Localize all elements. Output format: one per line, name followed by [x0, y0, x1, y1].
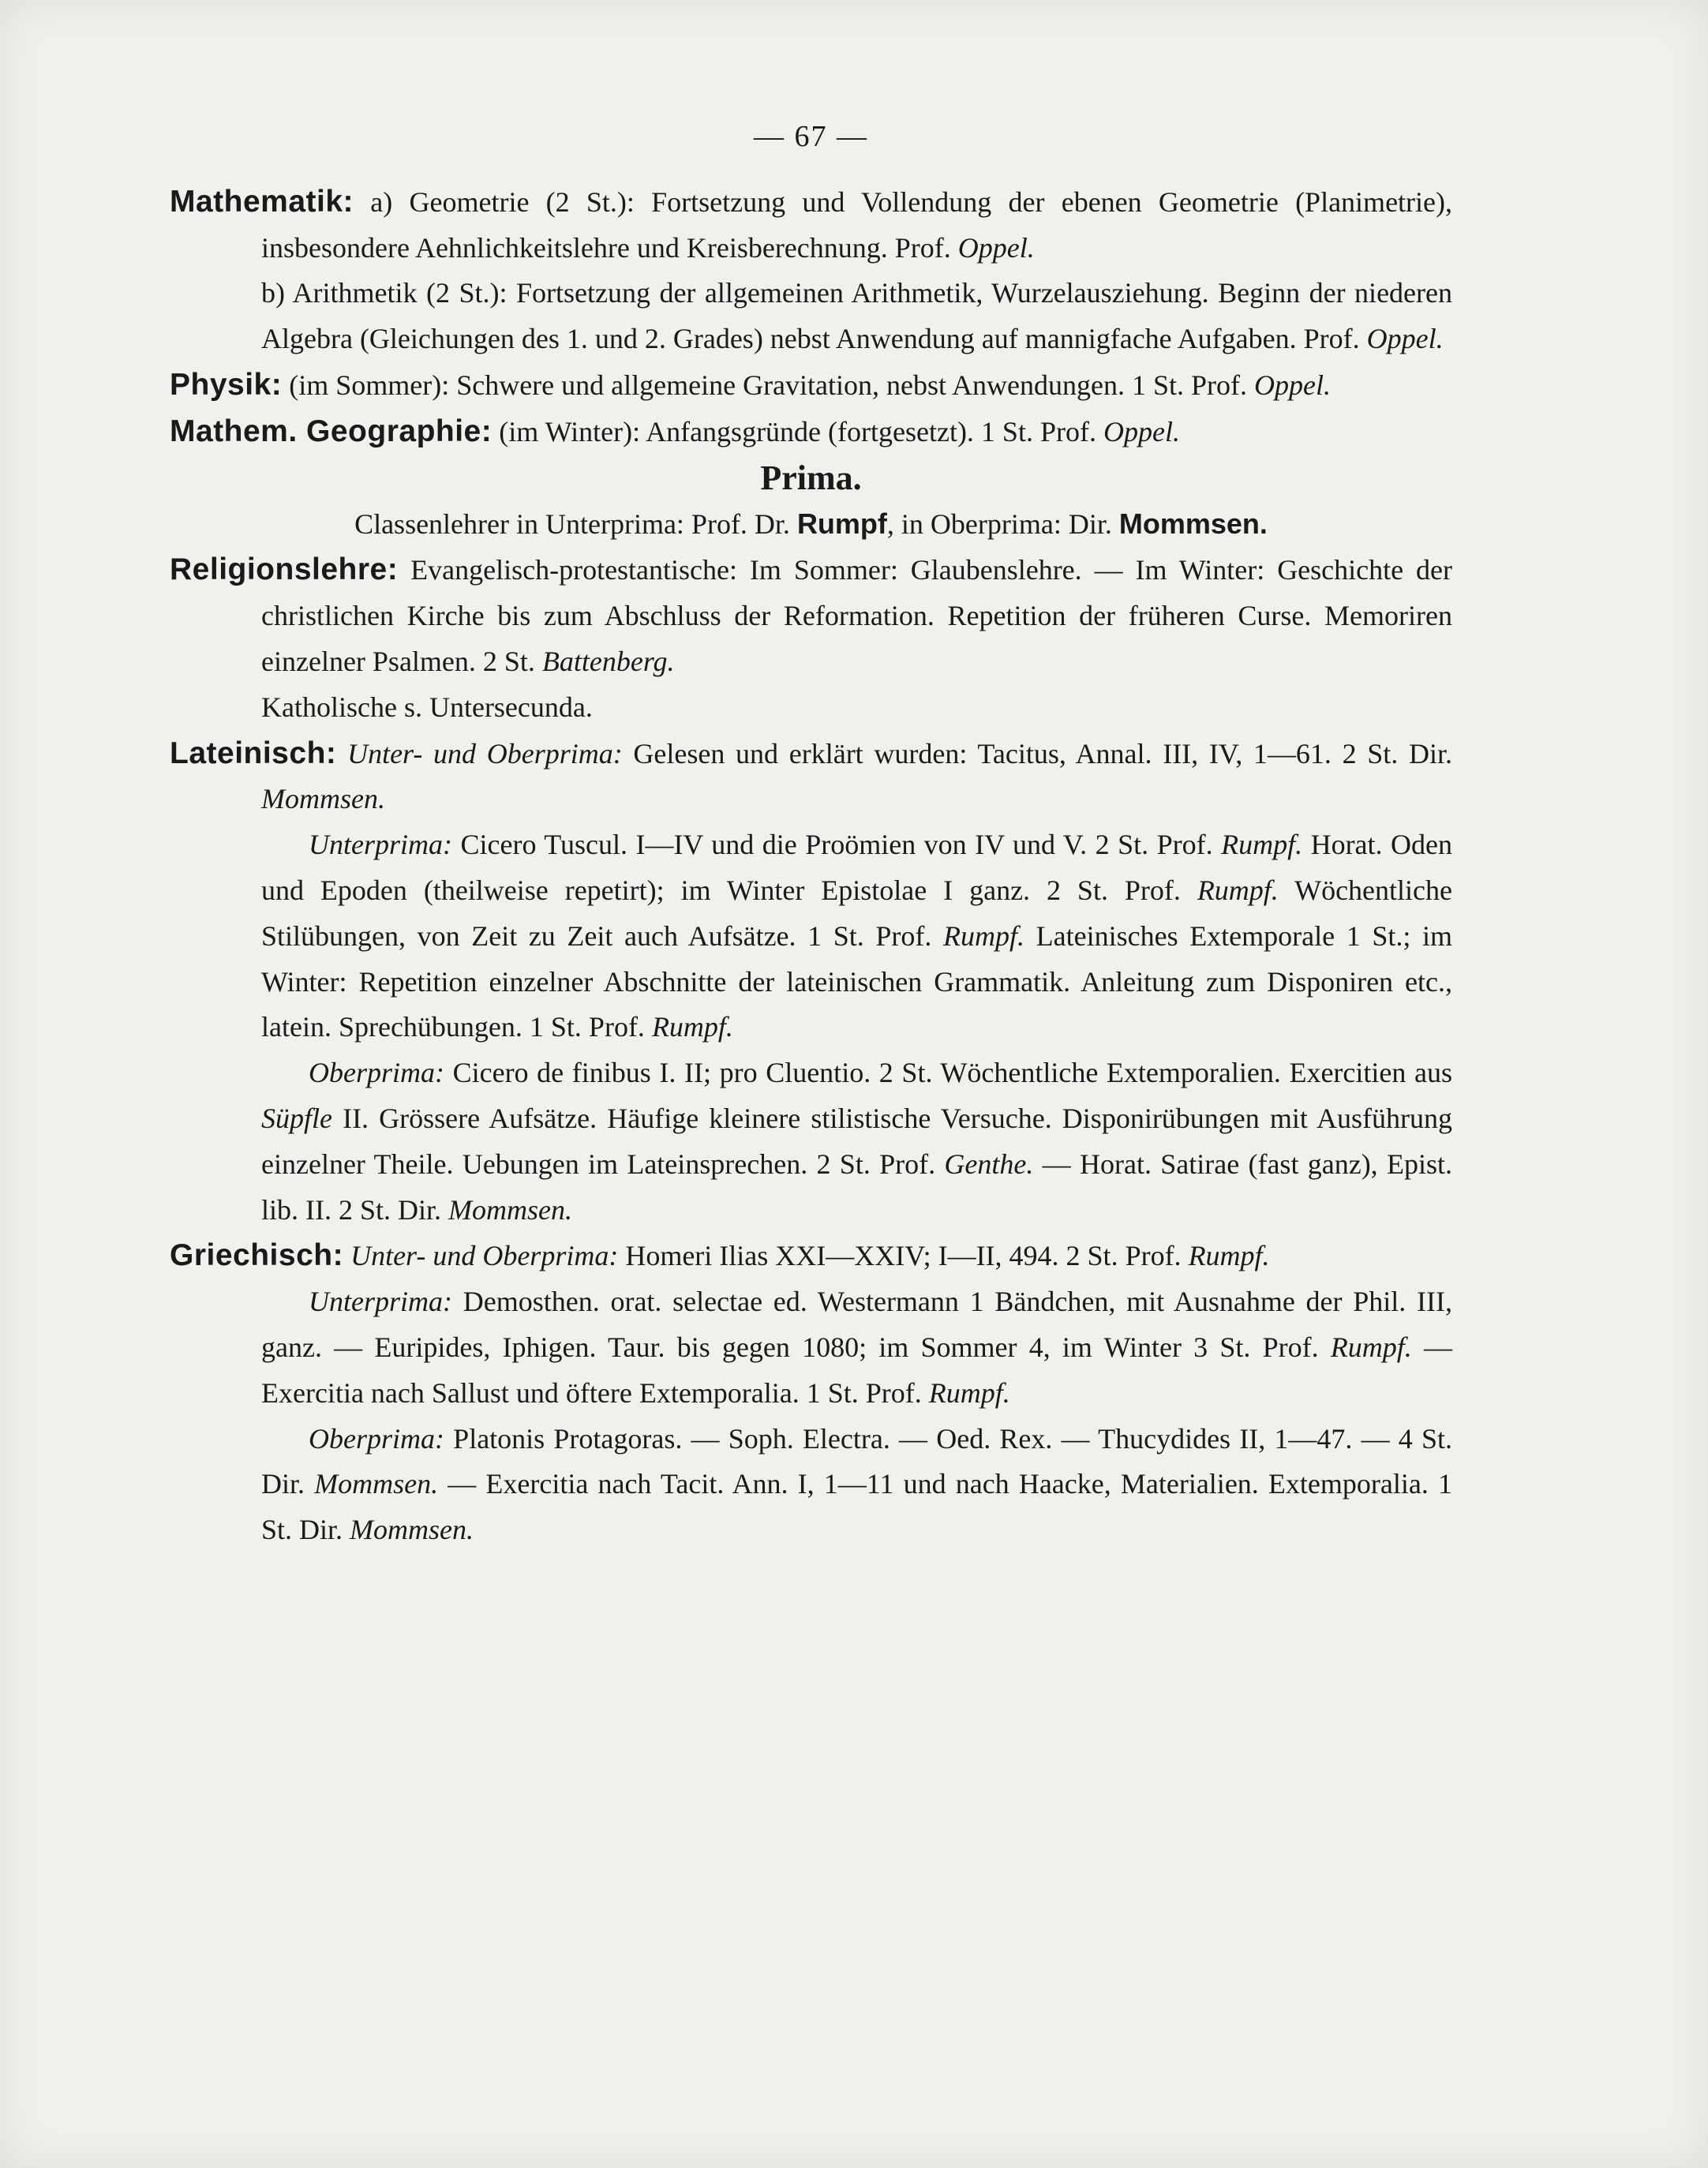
griechisch-label-2: Unterprima:: [309, 1286, 452, 1318]
griechisch-teacher-2a: Rumpf.: [1330, 1331, 1412, 1363]
mathematik-b-entry: [170, 271, 1452, 362]
page-number: — 67 —: [754, 120, 868, 153]
griechisch-label-3: Oberprima:: [309, 1422, 444, 1455]
latein-label-2: Unterprima:: [309, 829, 452, 861]
mathematik-b-text: b) Arithmetik (2 St.): Fortsetzung der allgemeinen Arithmetik, Wurzelausziehung. Beginn der niederen Algebra (Gleichungen des 1. und 2. Grades) nebst Anwendung auf mannigfache Aufgaben. Prof.: [261, 277, 1452, 355]
geographie-heading: Mathem. Geographie:: [170, 414, 493, 448]
religion-teacher: Battenberg.: [541, 645, 675, 677]
griechisch-text-3a: Platonis Protagoras. — Soph. Electra. — Oed. Rex. — Thucydides II, 1—47. — 4 St. Dir.: [261, 1422, 1452, 1500]
religion-entry: [170, 547, 1452, 684]
physik-teacher: Oppel.: [1254, 369, 1331, 401]
griechisch-oberprima: [170, 1417, 1452, 1553]
griechisch-teacher-1: Rumpf.: [1188, 1240, 1270, 1272]
latein-oberprima: [170, 1050, 1452, 1233]
latein-teacher-2c: Rumpf.: [943, 919, 1025, 952]
latein-supfle: Süpfle: [261, 1102, 332, 1134]
geographie-teacher: Oppel.: [1103, 415, 1180, 447]
unterprima-teacher: Rumpf: [796, 507, 887, 540]
mathematik-heading: Mathematik:: [170, 184, 354, 219]
latein-text-3b: II. Grössere Aufsätze. Häufige kleinere stilistische Versuche. Disponirübungen mit Ausführung einzelner Theile. Uebungen im Lateinsprechen. 2 St. Prof.: [261, 1102, 1452, 1180]
latein-text-3a: Cicero de finibus I. II; pro Cluentio. 2 St. Wöchentliche Extemporalien. Exercitien aus: [444, 1057, 1452, 1089]
latein-teacher-2a: Rumpf.: [1221, 829, 1303, 861]
griechisch-heading: Griechisch:: [170, 1238, 344, 1273]
class-teacher-prefix: Classenlehrer in Unterprima: Prof. Dr.: [354, 507, 797, 540]
physik-text: (im Sommer): Schwere und allgemeine Gravitation, nebst Anwendungen. 1 St. Prof.: [282, 369, 1255, 401]
oberprima-teacher: Mommsen.: [1118, 507, 1268, 540]
geographie-entry: [170, 409, 1452, 455]
griechisch-unterprima: [170, 1279, 1452, 1416]
latein-text-2b: Horat. Oden und Epoden (theilweise repetirt); im Winter Epistolae I ganz. 2 St. Prof.: [261, 829, 1452, 906]
mathematik-a-teacher: Oppel.: [957, 231, 1035, 264]
religion-catholic: Katholische s. Untersecunda.: [261, 691, 593, 723]
latein-teacher-3b: Mommsen.: [448, 1193, 572, 1226]
page-content: [170, 114, 1452, 1553]
griechisch-teacher-3b: Mommsen.: [350, 1514, 474, 1546]
physik-heading: Physik:: [170, 367, 283, 402]
latein-teacher-2b: Rumpf.: [1197, 874, 1279, 906]
class-teachers: [170, 501, 1452, 548]
latein-teacher-1: Mommsen.: [261, 783, 385, 815]
latein-teacher-3a: Genthe.: [944, 1148, 1034, 1180]
latein-label-3: Oberprima:: [309, 1057, 444, 1089]
latein-unterprima: [170, 822, 1452, 1050]
religion-text: Evangelisch-protestantische: Im Sommer: Glaubenslehre. — Im Winter: Geschichte der christlichen Kirche bis zum Abschluss der Reformation. Repetition der früheren Curse. Memoriren einzelner Psalmen. 2 St.: [261, 554, 1452, 677]
latein-text-2a: Cicero Tuscul. I—IV und die Proömien von IV und V. 2 St. Prof.: [452, 829, 1222, 861]
latein-label-1: Unter- und Oberprima:: [347, 737, 623, 769]
latein-entry: [170, 731, 1452, 823]
latein-teacher-2d: Rumpf.: [651, 1011, 733, 1043]
class-teacher-mid: , in Oberprima: Dir.: [886, 507, 1119, 540]
mathematik-b-teacher: Oppel.: [1366, 323, 1444, 355]
mathematik-a-text: a) Geometrie (2 St.): Fortsetzung und Vollendung der ebenen Geometrie (Planimetrie), insbesondere Aehnlichkeitslehre und Kreisberechnung. Prof.: [261, 185, 1452, 264]
mathematik-entry: [170, 179, 1452, 271]
griechisch-teacher-3a: Mommsen.: [314, 1468, 439, 1500]
griechisch-text-3b: — Exercitia nach Tacit. Ann. I, 1—11 und nach Haacke, Materialien. Extemporalia. 1 St. Dir.: [261, 1468, 1452, 1546]
griechisch-label-1: Unter- und Oberprima:: [350, 1240, 619, 1272]
griechisch-text-2a: Demosthen. orat. selectae ed. Westermann 1 Bändchen, mit Ausnahme der Phil. III, ganz. — Euripides, Iphigen. Taur. bis gegen 1080; im Sommer 4, im Winter 3 St. Prof.: [261, 1286, 1452, 1363]
latein-text-3c: — Horat. Satirae (fast ganz), Epist. lib. II. 2 St. Dir.: [261, 1148, 1452, 1226]
latein-text-2c: Wöchentliche Stilübungen, von Zeit zu Zeit auch Aufsätze. 1 St. Prof.: [261, 874, 1452, 952]
latein-text-2d: Lateinisches Extemporale 1 St.; im Winter: Repetition einzelner Abschnitte der lateinischen Grammatik. Anleitung zum Disponiren etc., latein. Sprechübungen. 1 St. Prof.: [261, 919, 1452, 1043]
griechisch-entry: [170, 1233, 1452, 1279]
griechisch-text-1: Homeri Ilias XXI—XXIV; I—II, 494. 2 St. Prof.: [618, 1240, 1189, 1272]
griechisch-teacher-2b: Rumpf.: [928, 1376, 1010, 1409]
prima-title: Prima.: [760, 458, 862, 497]
geographie-text: (im Winter): Anfangsgründe (fortgesetzt). 1 St. Prof.: [492, 415, 1103, 447]
latein-text-1: Gelesen und erklärt wurden: Tacitus, Annal. III, IV, 1—61. 2 St. Dir.: [622, 737, 1453, 769]
physik-entry: [170, 362, 1452, 409]
griechisch-text-2b: — Exercitia nach Sallust und öftere Extemporalia. 1 St. Prof.: [261, 1331, 1452, 1409]
latein-heading: Lateinisch:: [170, 736, 337, 770]
religion-heading: Religionslehre:: [170, 552, 399, 587]
